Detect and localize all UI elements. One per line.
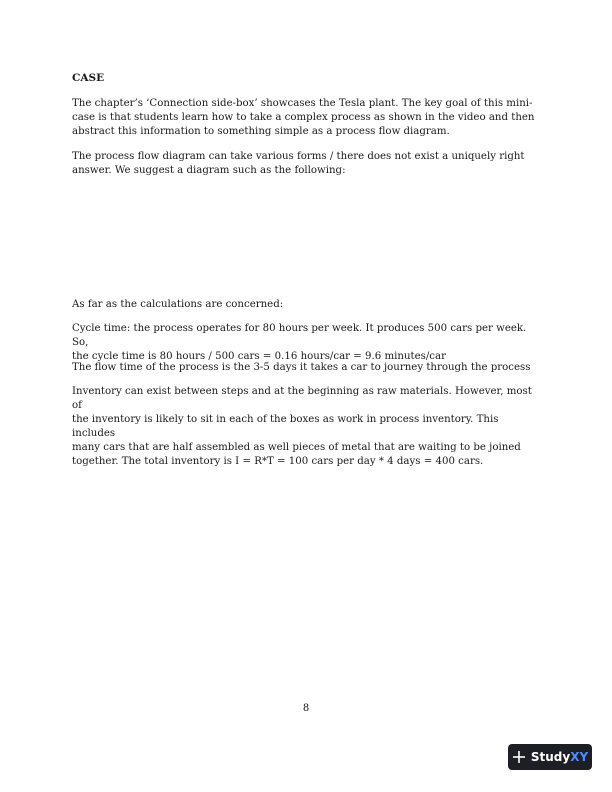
diagram-intro-paragraph: The process flow diagram can take various forms / there does not exist a uniquely right answer. We suggest a diagram such as the following:	[72, 151, 525, 176]
flow-time-paragraph: The flow time of the process is the 3-5 days it takes a car to journey through the process	[72, 362, 531, 373]
plus-icon	[512, 750, 526, 764]
page-number: 8	[302, 703, 310, 714]
studyxy-badge[interactable]	[508, 744, 592, 770]
inventory-paragraph: Inventory can exist between steps and at the beginning as raw materials. However, most of the inventory is likely to sit in each of the boxes as work in process inventory. This includes many cars that are half assembled as well pieces of metal that are waiting to be joined together. The total inventory is I = R*T = 100 cars per day * 4 days = 400 cars.	[72, 386, 532, 467]
studyxy-logo-text: StudyXY	[530, 750, 589, 764]
diagram-placeholder	[72, 180, 540, 290]
case-heading: CASE	[72, 72, 105, 84]
cycle-time-paragraph: Cycle time: the process operates for 80 hours per week. It produces 500 cars per week. So, the cycle time is 80 hours / 500 cars = 0.16 hours/car = 9.6 minutes/car	[72, 323, 527, 362]
intro-paragraph: The chapter’s ‘Connection side-box’ showcases the Tesla plant. The key goal of this mini- case is that students learn how to take a complex process as shown in the video and then abstract this information to something simple as a process flow diagram.	[72, 98, 535, 137]
calculations-intro-paragraph: As far as the calculations are concerned:	[72, 299, 284, 310]
